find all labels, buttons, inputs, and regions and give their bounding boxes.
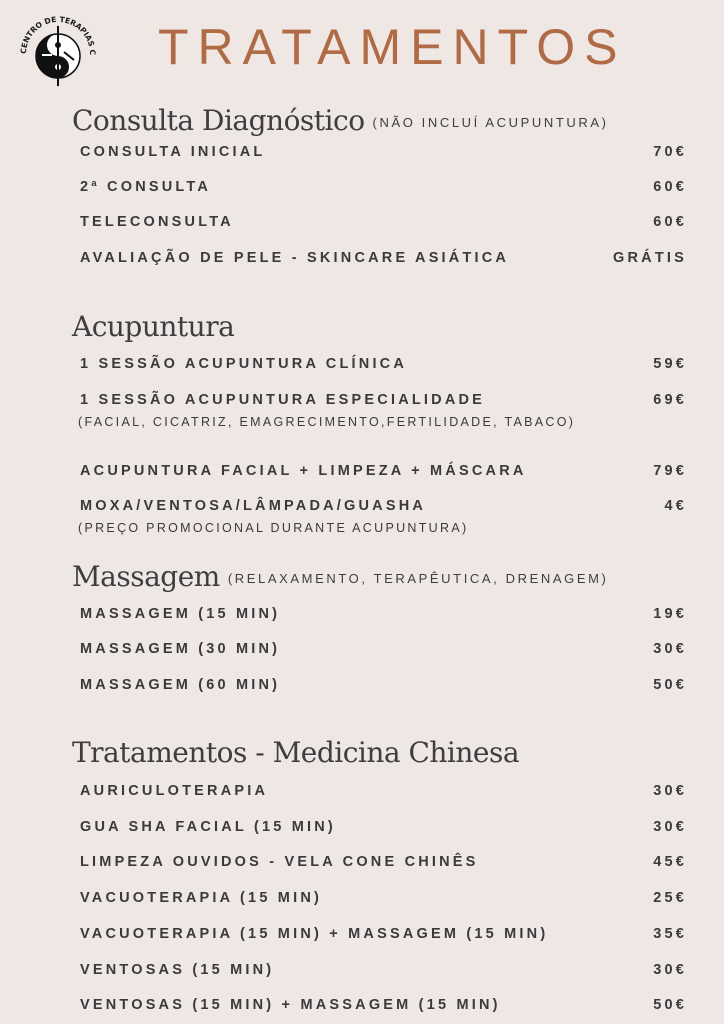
item-price: 50€ [653, 677, 687, 693]
item-price: 60€ [653, 214, 687, 230]
section-title-consulta [72, 104, 609, 137]
item-price: 69€ [653, 392, 687, 408]
list-item [80, 819, 687, 835]
section-title-massagem [72, 560, 608, 593]
list-item [80, 783, 687, 799]
item-name: CONSULTA INICIAL [80, 144, 266, 160]
section-heading: Consulta Diagnóstico [72, 104, 365, 137]
item-price: 19€ [653, 606, 687, 622]
section-heading: Acupuntura [72, 310, 235, 343]
item-subtext: (FACIAL, CICATRIZ, EMAGRECIMENTO,FERTILIDADE, TABACO) [78, 415, 576, 429]
list-item [80, 392, 687, 408]
item-price: 4€ [664, 498, 687, 514]
section-heading: Tratamentos - Medicina Chinesa [72, 736, 520, 769]
item-name: MASSAGEM (30 MIN) [80, 641, 281, 657]
item-price: 70€ [653, 144, 687, 160]
item-price: 35€ [653, 926, 687, 942]
section-heading: Massagem [72, 560, 220, 593]
item-name: LIMPEZA OUVIDOS - VELA CONE CHINÊS [80, 854, 479, 870]
item-name: AURICULOTERAPIA [80, 783, 269, 799]
section-title-acupuntura [72, 310, 234, 343]
item-name: MOXA/VENTOSA/LÂMPADA/GUASHA [80, 498, 427, 514]
item-price: 79€ [653, 463, 687, 479]
list-item [80, 926, 687, 942]
list-item [80, 641, 687, 657]
list-item [80, 179, 687, 195]
list-item [80, 997, 687, 1013]
list-item [80, 962, 687, 978]
item-name: GUA SHA FACIAL (15 MIN) [80, 819, 336, 835]
list-item [80, 498, 687, 514]
item-price: 25€ [653, 890, 687, 906]
item-price: 59€ [653, 356, 687, 372]
page-title: TRATAMENTOS [158, 19, 627, 75]
list-item [80, 356, 687, 372]
item-name: ACUPUNTURA FACIAL + LIMPEZA + MÁSCARA [80, 463, 527, 479]
logo [12, 8, 102, 88]
list-item [80, 677, 687, 693]
list-item [80, 854, 687, 870]
item-subtext: (PREÇO PROMOCIONAL DURANTE ACUPUNTURA) [78, 521, 469, 535]
item-price: 50€ [653, 997, 687, 1013]
item-name: VENTOSAS (15 MIN) + MASSAGEM (15 MIN) [80, 997, 501, 1013]
item-price: 30€ [653, 783, 687, 799]
list-item [80, 890, 687, 906]
item-name: MASSAGEM (15 MIN) [80, 606, 281, 622]
item-price: 30€ [653, 819, 687, 835]
item-name: 2ª CONSULTA [80, 179, 212, 195]
item-name: VENTOSAS (15 MIN) [80, 962, 275, 978]
item-price: 60€ [653, 179, 687, 195]
item-name: AVALIAÇÃO DE PELE - SKINCARE ASIÁTICA [80, 250, 510, 266]
yin-yang-logo-icon [12, 8, 102, 88]
section-note: (NÃO INCLUÍ ACUPUNTURA) [372, 115, 609, 130]
item-price: 45€ [653, 854, 687, 870]
item-name: 1 SESSÃO ACUPUNTURA CLÍNICA [80, 356, 408, 372]
item-name: MASSAGEM (60 MIN) [80, 677, 281, 693]
item-price: 30€ [653, 641, 687, 657]
item-name: TELECONSULTA [80, 214, 234, 230]
item-price: GRÁTIS [613, 250, 687, 266]
list-item [80, 214, 687, 230]
item-name: 1 SESSÃO ACUPUNTURA ESPECIALIDADE [80, 392, 486, 408]
list-item [80, 250, 687, 266]
list-item [80, 606, 687, 622]
list-item [80, 463, 687, 479]
item-price: 30€ [653, 962, 687, 978]
list-item [80, 144, 687, 160]
item-name: VACUOTERAPIA (15 MIN) + MASSAGEM (15 MIN) [80, 926, 549, 942]
item-name: VACUOTERAPIA (15 MIN) [80, 890, 323, 906]
logo-ring-text: CENTRO DE TERAPIAS C [18, 14, 98, 56]
section-note: (RELAXAMENTO, TERAPÊUTICA, DRENAGEM) [227, 571, 609, 586]
section-title-medicina-chinesa [72, 736, 519, 769]
